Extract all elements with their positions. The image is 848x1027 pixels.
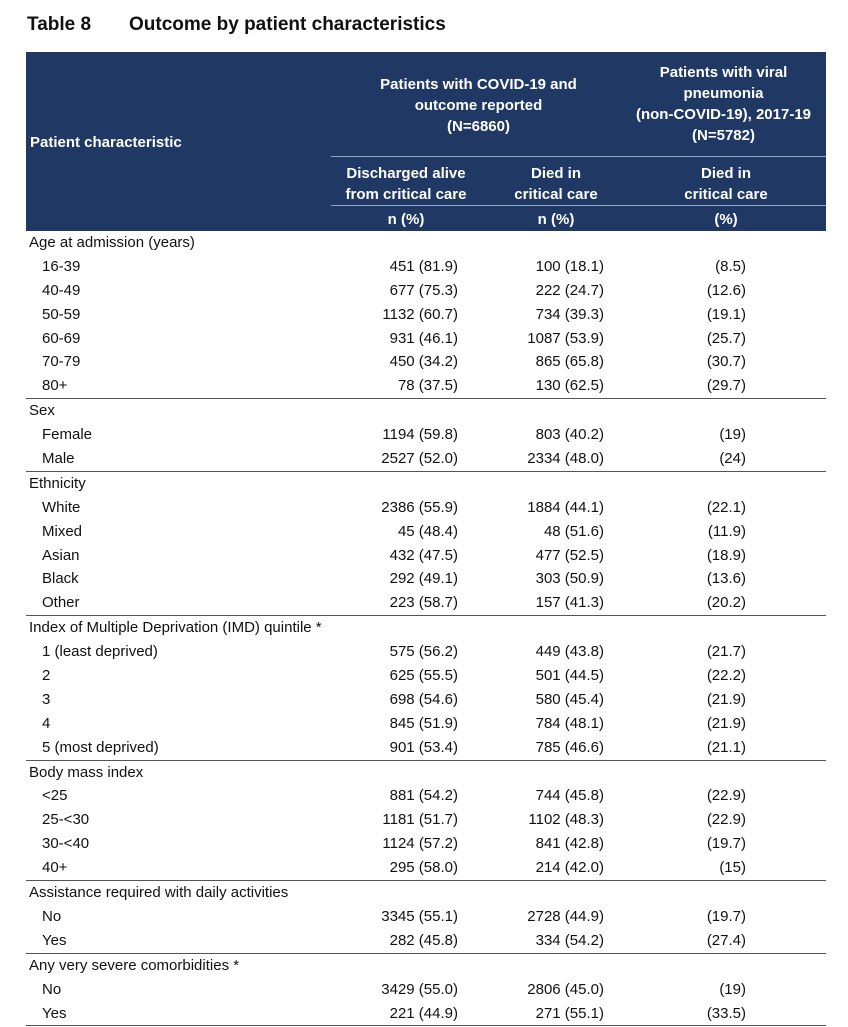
row-label: No [42, 980, 62, 998]
cell-died-covid: 48 (51.6) [543, 522, 604, 540]
cell-died-viral: (21.9) [706, 714, 746, 732]
cell-discharged: 295 (58.0) [389, 859, 458, 877]
table-row [26, 978, 826, 1002]
row-label: 40+ [42, 859, 68, 877]
table-row [26, 784, 826, 808]
table-row [26, 591, 826, 615]
cell-died-covid: 785 (46.6) [535, 738, 604, 756]
row-label: 30-<40 [42, 835, 90, 853]
row-label: Other [42, 594, 80, 612]
cell-died-viral: (21.1) [706, 738, 746, 756]
cell-discharged: 1124 (57.2) [382, 835, 458, 853]
cell-discharged: 625 (55.5) [389, 667, 458, 685]
table-row [26, 736, 826, 760]
cell-died-viral: (33.5) [706, 1004, 746, 1022]
cell-died-covid: 100 (18.1) [535, 257, 604, 275]
cell-discharged: 901 (53.4) [389, 738, 458, 756]
cell-discharged: 698 (54.6) [389, 690, 458, 708]
header-unit-died-viral: (%) [714, 211, 738, 228]
table-number: Table 8 [27, 14, 92, 35]
cell-died-covid: 2728 (44.9) [527, 907, 604, 925]
cell-died-viral: (30.7) [706, 353, 746, 371]
cell-died-covid: 1884 (44.1) [527, 498, 604, 516]
cell-died-covid: 222 (24.7) [535, 281, 604, 299]
cell-died-covid: 449 (43.8) [535, 643, 604, 661]
header-died-covid: Died in critical care [514, 165, 598, 203]
cell-died-viral: (19) [719, 980, 746, 998]
row-label: 70-79 [42, 353, 81, 371]
cell-died-covid: 744 (45.8) [535, 787, 604, 805]
cell-died-covid: 214 (42.0) [535, 859, 604, 877]
row-label: 50-59 [42, 305, 81, 323]
cell-discharged: 451 (81.9) [389, 257, 458, 275]
row-label: 40-49 [42, 281, 81, 299]
header-died-viral: Died in critical care [684, 165, 768, 203]
cell-died-covid: 1087 (53.9) [527, 329, 604, 347]
row-label: Mixed [42, 522, 83, 540]
cell-discharged: 292 (49.1) [389, 570, 458, 588]
row-label: Asian [42, 546, 80, 564]
cell-died-viral: (22.9) [706, 811, 746, 829]
cell-discharged: 1181 (51.7) [382, 811, 458, 829]
cell-discharged: 1132 (60.7) [382, 305, 458, 323]
cell-discharged: 1194 (59.8) [382, 426, 458, 444]
cell-died-viral: (15) [719, 859, 746, 877]
table-row [26, 856, 826, 880]
cell-died-viral: (22.9) [706, 787, 746, 805]
header-unit-died-covid: n (%) [537, 211, 575, 228]
cell-died-covid: 1102 (48.3) [528, 811, 604, 829]
row-label: White [42, 498, 81, 516]
table-row [26, 303, 826, 327]
row-label: 60-69 [42, 329, 81, 347]
header-divider [331, 156, 826, 157]
cell-discharged: 282 (45.8) [389, 931, 458, 949]
table-row [26, 327, 826, 351]
group-label: Ethnicity [29, 474, 86, 492]
group-header-row [26, 615, 826, 640]
cell-discharged: 2527 (52.0) [381, 450, 458, 468]
header-unit-discharged: n (%) [387, 211, 425, 228]
table-row [26, 688, 826, 712]
table-row [26, 544, 826, 568]
cell-died-viral: (24) [719, 450, 746, 468]
cell-died-covid: 841 (42.8) [535, 835, 604, 853]
table-body [26, 231, 826, 1026]
cell-died-covid: 303 (50.9) [535, 570, 604, 588]
row-label: Yes [42, 931, 67, 949]
row-label: 80+ [42, 377, 68, 395]
table-row [26, 567, 826, 591]
group-header-row [26, 471, 826, 496]
row-label: <25 [42, 787, 68, 805]
row-label: Female [42, 426, 93, 444]
cell-discharged: 845 (51.9) [389, 714, 458, 732]
cell-died-covid: 803 (40.2) [535, 426, 604, 444]
group-label: Sex [29, 402, 55, 420]
row-label: Male [42, 450, 75, 468]
table-row [26, 279, 826, 303]
cell-died-covid: 130 (62.5) [535, 377, 604, 395]
table-title [27, 14, 446, 36]
row-label: 5 (most deprived) [42, 738, 159, 756]
cell-died-viral: (13.6) [706, 570, 746, 588]
row-label: 16-39 [42, 257, 81, 275]
cell-died-covid: 334 (54.2) [535, 931, 604, 949]
cell-died-covid: 271 (55.1) [535, 1004, 604, 1022]
table-row [26, 664, 826, 688]
table-row [26, 712, 826, 736]
table-row [26, 520, 826, 544]
table-row [26, 905, 826, 929]
group-label: Index of Multiple Deprivation (IMD) quintile * [29, 619, 322, 637]
cell-discharged: 78 (37.5) [397, 377, 458, 395]
cell-died-covid: 157 (41.3) [535, 594, 604, 612]
group-header-row [26, 231, 826, 255]
cell-died-covid: 734 (39.3) [535, 305, 604, 323]
cell-died-viral: (22.1) [706, 498, 746, 516]
table-header [26, 52, 826, 231]
group-label: Any very severe comorbidities * [29, 956, 240, 974]
cell-died-viral: (21.9) [706, 690, 746, 708]
row-label: 2 [42, 667, 51, 685]
cell-died-covid: 865 (65.8) [535, 353, 604, 371]
row-label: Black [42, 570, 79, 588]
cell-discharged: 221 (44.9) [389, 1004, 458, 1022]
table-row [26, 447, 826, 471]
header-patient-characteristic: Patient characteristic [30, 134, 182, 151]
table-row [26, 832, 826, 856]
table-row [26, 374, 826, 398]
table-row [26, 423, 826, 447]
table-row [26, 496, 826, 520]
cell-died-covid: 501 (44.5) [535, 667, 604, 685]
group-label: Assistance required with daily activities [29, 884, 289, 902]
cell-died-viral: (27.4) [706, 931, 746, 949]
table-row [26, 255, 826, 279]
cell-discharged: 677 (75.3) [389, 281, 458, 299]
cell-died-covid: 477 (52.5) [535, 546, 604, 564]
header-viral-group: Patients with viral pneumonia (non-COVID-19), 2017-19 (N=5782) [635, 64, 812, 144]
cell-died-viral: (29.7) [706, 377, 746, 395]
cell-died-viral: (19.7) [706, 835, 746, 853]
cell-died-covid: 784 (48.1) [535, 714, 604, 732]
cell-discharged: 223 (58.7) [389, 594, 458, 612]
cell-died-covid: 2806 (45.0) [527, 980, 604, 998]
group-header-row [26, 880, 826, 905]
table-title-text: Outcome by patient characteristics [129, 14, 446, 35]
cell-discharged: 931 (46.1) [389, 329, 458, 347]
row-label: 4 [42, 714, 51, 732]
group-label: Age at admission (years) [29, 234, 195, 251]
cell-died-viral: (19) [719, 426, 746, 444]
cell-died-viral: (12.6) [706, 281, 746, 299]
header-divider [331, 205, 826, 206]
table-row [26, 929, 826, 953]
cell-died-viral: (25.7) [706, 329, 746, 347]
table-row [26, 1002, 826, 1027]
cell-died-covid: 2334 (48.0) [527, 450, 604, 468]
header-covid-group: Patients with COVID-19 and outcome reported (N=6860) [380, 76, 577, 135]
cell-died-viral: (20.2) [706, 594, 746, 612]
cell-discharged: 432 (47.5) [389, 546, 458, 564]
cell-discharged: 450 (34.2) [389, 353, 458, 371]
group-header-row [26, 953, 826, 978]
cell-discharged: 881 (54.2) [389, 787, 458, 805]
group-header-row [26, 760, 826, 785]
cell-discharged: 45 (48.4) [397, 522, 458, 540]
row-label: No [42, 907, 62, 925]
row-label: 3 [42, 690, 51, 708]
row-label: 1 (least deprived) [42, 643, 158, 661]
table-row [26, 808, 826, 832]
group-header-row [26, 398, 826, 423]
cell-died-viral: (21.7) [706, 643, 746, 661]
group-label: Body mass index [29, 763, 144, 781]
table-row [26, 350, 826, 374]
cell-died-viral: (22.2) [706, 667, 746, 685]
row-label: 25-<30 [42, 811, 90, 829]
cell-died-viral: (19.7) [706, 907, 746, 925]
header-discharged: Discharged alive from critical care [345, 165, 467, 203]
cell-discharged: 3429 (55.0) [381, 980, 458, 998]
cell-died-viral: (19.1) [706, 305, 746, 323]
cell-died-viral: (11.9) [707, 522, 746, 540]
cell-discharged: 2386 (55.9) [381, 498, 458, 516]
cell-died-viral: (18.9) [706, 546, 746, 564]
cell-died-viral: (8.5) [715, 257, 746, 275]
row-label: Yes [42, 1004, 67, 1022]
cell-discharged: 575 (56.2) [389, 643, 458, 661]
table-row [26, 640, 826, 664]
cell-died-covid: 580 (45.4) [535, 690, 604, 708]
cell-discharged: 3345 (55.1) [381, 907, 458, 925]
